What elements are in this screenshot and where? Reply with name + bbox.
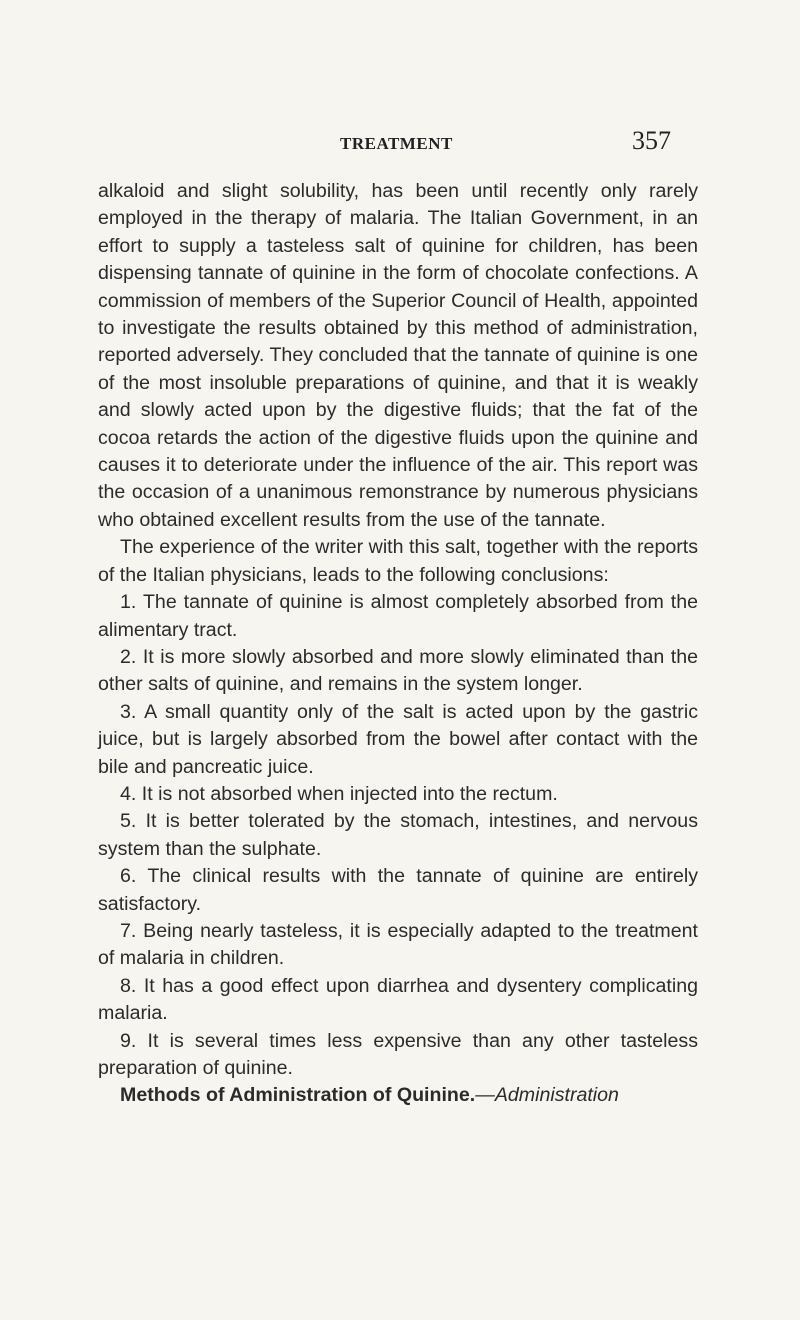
section-heading: Methods of Administration of Quinine. (120, 1084, 476, 1107)
conclusion-item-1: 1. The tannate of quinine is almost completely absorbed from the alimentary tract. (98, 591, 698, 641)
conclusion-item-7: 7. Being nearly tasteless, it is especially adapted to the treatment of malaria in children. (98, 919, 698, 970)
page-number: 357 (632, 126, 671, 155)
conclusion-item-2: 2. It is more slowly absorbed and more slowly eliminated than the other salts of quinine, and remains in the system longer. (98, 645, 698, 696)
conclusion-item-3: 3. A small quantity only of the salt is acted upon by the gastric juice, but is largely absorbed from the bowel after contact with the bile and pancreatic juice. (98, 700, 698, 778)
section-heading-line (98, 1082, 698, 1109)
conclusion-item-4: 4. It is not absorbed when injected into the rectum. (120, 782, 558, 805)
running-head: TREATMENT (340, 134, 453, 153)
conclusion-item-9: 9. It is several times less expensive than any other tasteless preparation of quinine. (98, 1029, 698, 1079)
paragraph-1: alkaloid and slight solubility, has been until recently only rarely employed in the therapy of malaria. The Italian Government, in an effort to supply a tasteless salt of quinine for children, has been dispensing tannate of quinine in the form of chocolate confections. A commission of members of the Superior Council of Health, appointed to investigate the results obtained by this method of administration, reported adversely. They concluded that the tannate of quinine is one of the most insoluble preparations of quinine, and that it is weakly and slowly acted upon by the digestive fluids; that the fat of the cocoa retards the action of the digestive fluids upon the quinine and causes it to deteriorate under the influence of the air. This report was the occasion of a unanimous remonstrance by numerous physicians who obtained excellent results from the use of the tannate. (98, 180, 698, 531)
body-text (98, 178, 698, 1110)
section-continuation: —Administration (475, 1084, 619, 1107)
conclusion-item-5: 5. It is better tolerated by the stomach, intestines, and nervous system than the sulphate. (98, 810, 698, 860)
paragraph-2: The experience of the writer with this salt, together with the reports of the Italian physicians, leads to the following conclusions: (98, 536, 698, 586)
conclusion-item-8: 8. It has a good effect upon diarrhea and dysentery complicating malaria. (98, 974, 698, 1025)
conclusion-item-6: 6. The clinical results with the tannate of quinine are entirely satisfactory. (98, 865, 698, 915)
